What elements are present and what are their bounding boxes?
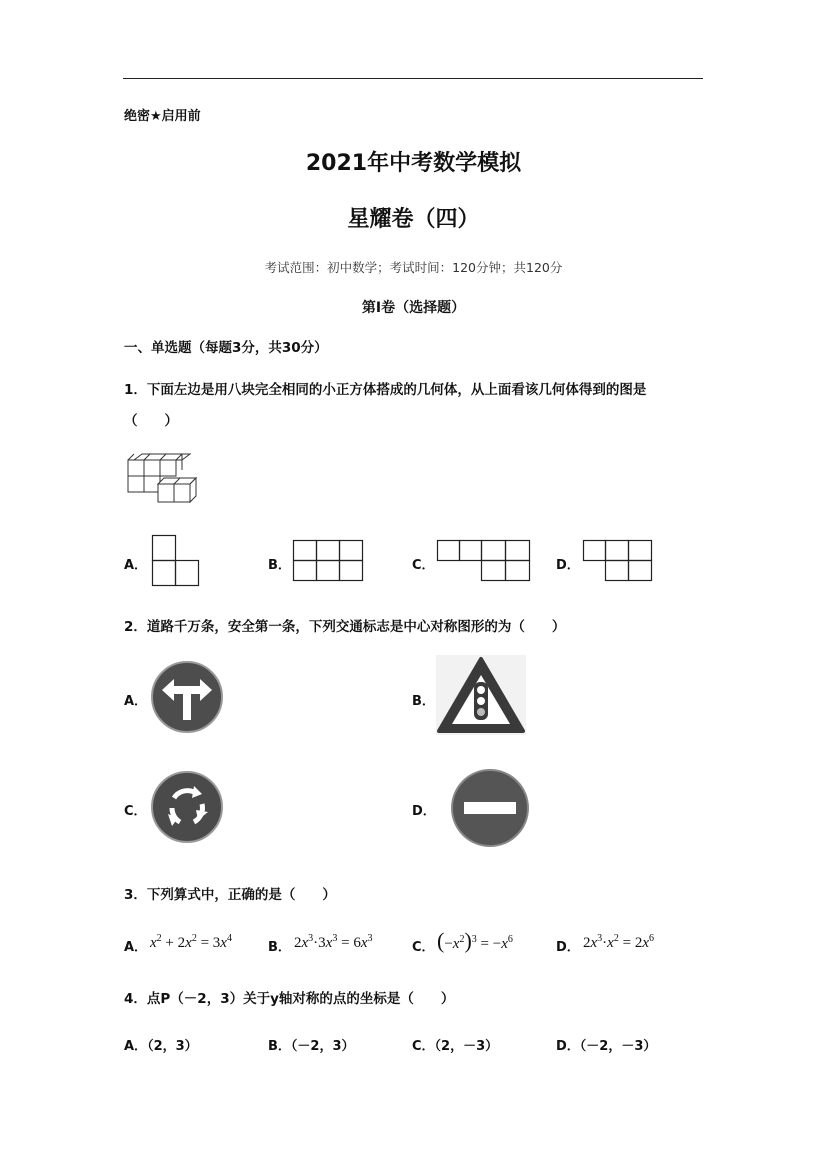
q4-option-c[interactable]: C．（2，－3） (412, 1039, 499, 1054)
q3-option-b-label[interactable]: B． (268, 940, 291, 955)
header-rule (123, 78, 703, 79)
q1-option-a-label[interactable]: A． (124, 558, 148, 573)
q4-option-d[interactable]: D．（－2，－3） (556, 1039, 657, 1054)
q3-option-d-label[interactable]: D． (556, 940, 580, 955)
q3-option-a-label[interactable]: A． (124, 940, 148, 955)
q3-option-b-formula: $2x^3\cdot 3x^3 = 6x^3$ (294, 933, 373, 951)
q1-option-d-figure (583, 540, 655, 582)
q2-option-d-label[interactable]: D． (412, 804, 436, 819)
exam-info: 考试范围：初中数学；考试时间：120分钟；共120分 (264, 260, 563, 275)
roundabout-sign-icon (150, 770, 224, 844)
q1-option-b-figure (293, 540, 365, 582)
q3-option-c-label[interactable]: C． (412, 940, 435, 955)
traffic-light-warning-sign-icon (436, 655, 526, 735)
volume-title: 第I卷（选择题） (361, 300, 466, 316)
q1-option-c-figure (437, 540, 533, 582)
q3-option-d-formula: $2x^3\cdot x^2 = 2x^6$ (583, 933, 654, 951)
q1-option-b-label[interactable]: B． (268, 558, 291, 573)
q1-option-a-figure (152, 535, 202, 587)
q4-option-b[interactable]: B．（－2，3） (268, 1039, 355, 1054)
q1-option-c-label[interactable]: C． (412, 558, 435, 573)
secret-mark: 绝密★启用前 (124, 109, 201, 124)
q3-option-a-formula: $x^2 + 2x^2 = 3x^4$ (150, 933, 232, 951)
q2-option-b-label[interactable]: B． (412, 694, 435, 709)
q2-option-a-label[interactable]: A． (124, 694, 148, 709)
cube-solid-figure (124, 452, 204, 512)
question-1-stem: 1．下面左边是用八块完全相同的小正方体搭成的几何体，从上面看该几何体得到的图是 (124, 382, 647, 398)
question-3-stem: 3．下列算式中，正确的是（ ） (124, 887, 336, 903)
section-title: 一、单选题（每题3分，共30分） (124, 340, 328, 356)
question-4-stem: 4．点P（－2，3）关于y轴对称的点的坐标是（ ） (124, 991, 455, 1007)
q2-option-c-label[interactable]: C． (124, 804, 147, 819)
turn-left-or-right-sign-icon (150, 660, 224, 734)
no-entry-sign-icon (450, 768, 530, 848)
q4-option-a[interactable]: A．（2，3） (124, 1039, 198, 1054)
question-2-stem: 2．道路千万条，安全第一条，下列交通标志是中心对称图形的为（ ） (124, 619, 566, 635)
page-subtitle: 星耀卷（四） (347, 207, 480, 232)
q3-option-c-formula: $(-x^2)^3 = -x^6$ (437, 928, 513, 953)
question-1-stem-paren: （ ） (124, 413, 178, 429)
q1-option-d-label[interactable]: D． (556, 558, 580, 573)
page-title: 2021年中考数学模拟 (305, 151, 522, 176)
